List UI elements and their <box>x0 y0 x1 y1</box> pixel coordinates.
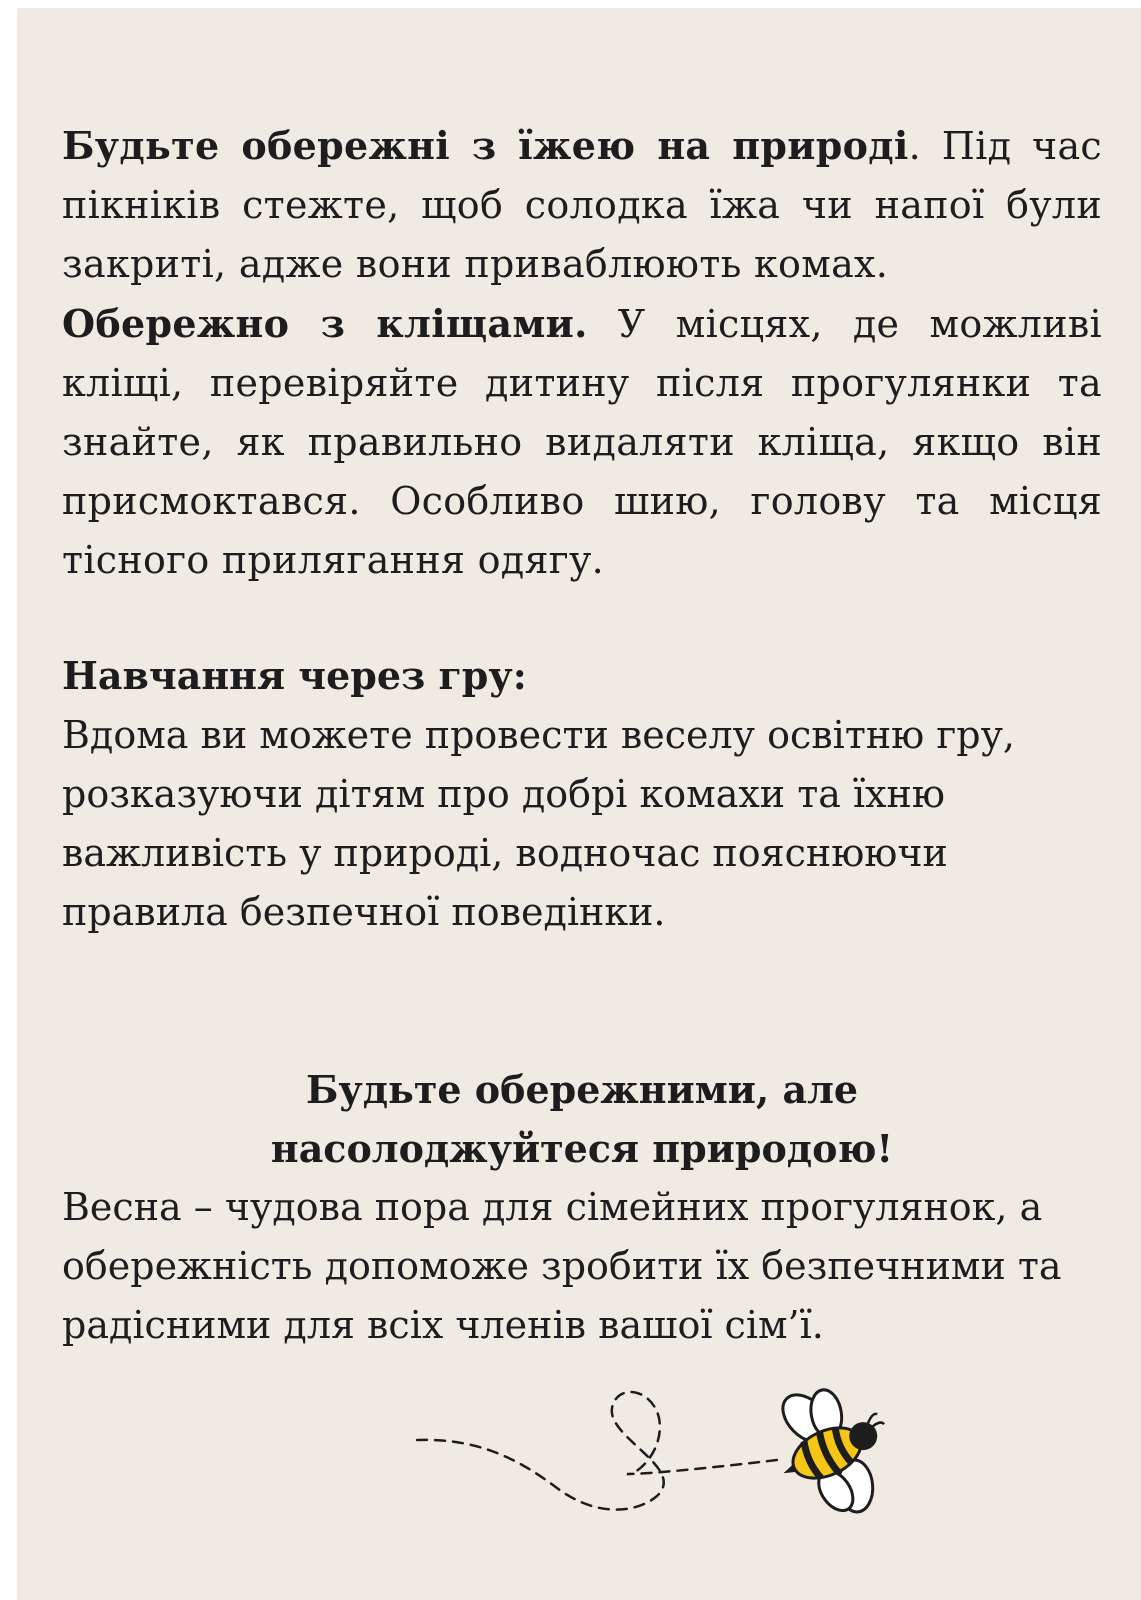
bee-icon <box>753 1378 916 1539</box>
spacer <box>62 590 1102 646</box>
bee-decoration <box>397 1378 917 1548</box>
game-heading <box>62 646 1102 706</box>
ticks-heading: Обережно з кліщами. <box>62 301 588 346</box>
game-text: Вдома ви можете провести веселу освітню гру, розказуючи дітям про добрі комахи та їхню важливість у природі, водночас пояснюючи правила безпечної поведінки. <box>62 713 1016 934</box>
game-heading-text: Навчання через гру: <box>62 653 527 698</box>
food-safety-heading: Будьте обережні з їжею на природі <box>62 123 909 168</box>
document-content <box>62 116 1102 1355</box>
paragraph-food-safety <box>62 116 1102 294</box>
spacer <box>62 942 1102 1060</box>
food-safety-text: . Під час пікніків стежте, щоб солодка їжа чи напої були закриті, адже вони приваблюють комах. <box>62 124 1102 286</box>
paragraph-ticks <box>62 294 1102 590</box>
closing-heading: Будьте обережними, але насолоджуйтеся природою! <box>270 1067 894 1171</box>
dashed-flight-path-icon <box>417 1392 777 1510</box>
ticks-text: У місцях, де можливі кліщі, перевіряйте дитину після прогулянки та знайте, як правильно видаляти кліща, якщо він присмоктався. Особливо шию, голову та місця тісного прилягання одягу. <box>62 302 1102 582</box>
closing-text: Весна – чудова пора для сімейних прогулянок, а обережність допоможе зробити їх безпечними та радісними для всіх членів вашої сім’ї. <box>62 1185 1062 1347</box>
document-page <box>17 8 1141 1600</box>
